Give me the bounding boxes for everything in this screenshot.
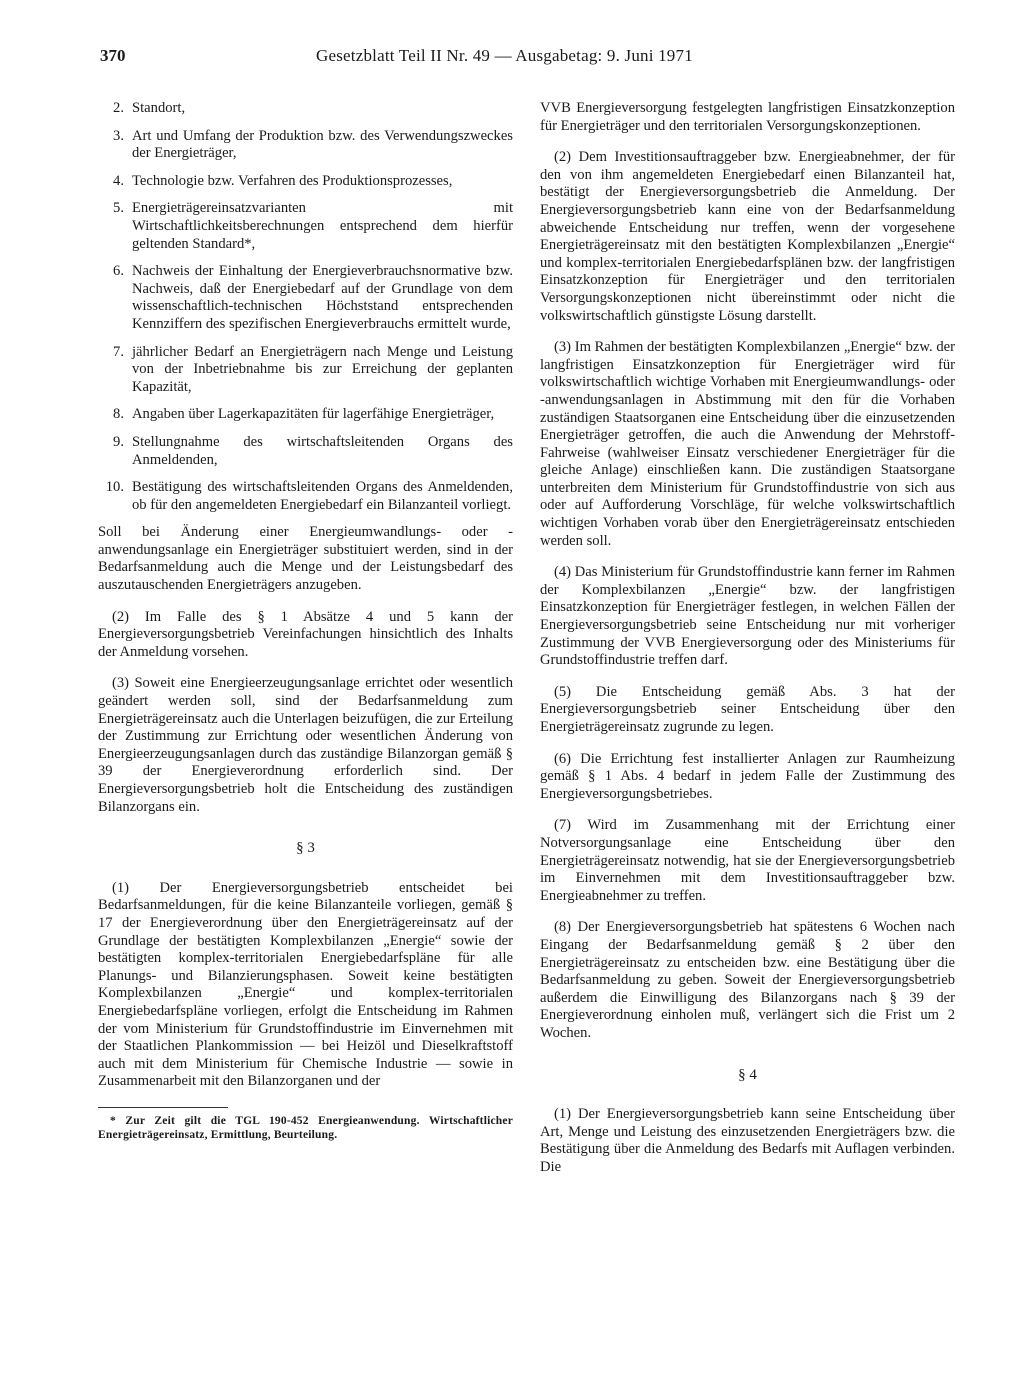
paragraph-substitution: Soll bei Änderung einer Energieumwandlungs- oder -anwendungsanlage ein Energieträger substituiert werden, sind in der Bedarfsanmeldung auch die Menge und der Leistungsbedarf des auszutauschenden Energieträgers anzugeben.: [98, 524, 513, 594]
paragraph-8: (8) Der Energieversorgungsbetrieb hat spätestens 6 Wochen nach Eingang der Bedarfsanmeldung gemäß § 2 über den Energieträgereinsatz zu entscheiden bzw. eine Bestätigung über die Bedarfsanmeldung zu geben. Soweit der Energieversorgungsbetrieb außerdem die Einwilligung des Bilanzorgans nach § 39 der Energieverordnung einholen muß, verlängert sich die Frist um 2 Wochen.: [540, 919, 955, 1041]
paragraph-3: (3) Im Rahmen der bestätigten Komplexbilanzen „Energie“ bzw. der langfristigen Einsatzkonzeption für Energieträger wird für volkswirtschaftlich wichtige Vorhaben mit Energieumwandlungs- oder -anwendungsanlagen in Abstimmung mit den für die Vorhaben zuständigen Staatsorganen eine Entscheidung über die einzusetzenden Energieträger getroffen, die auch die Anwendung der Mehrstoff-Fahrweise (wahlweiser Einsatz verschiedener Energieträger für die gleiche Anlage) einschließen kann. Die zuständigen Staatsorgane unterbreiten dem Ministerium für Grundstoffindustrie von sich aus oder auf Aufforderung Vorschläge, für welche volkswirtschaftlich wichtigen Vorhaben vorab über den Energieträgereinsatz entschieden werden soll.: [540, 339, 955, 549]
paragraph-2: (2) Dem Investitionsauftraggeber bzw. Energieabnehmer, der für den von ihm angemeldeten Energiebedarf einen Bilanzanteil hat, bestätigt der Energieversorgungsbetrieb die Anmeldung. Der Energieversorgungsbetrieb kann eine von der Bedarfsanmeldung abweichende Entscheidung nur treffen, wenn der vorgesehene Energieträgereinsatz mit den bestätigten Komplexbilanzen „Energie“ und komplex-territorialen Energiebedarfsplänen bzw. der langfristigen Einsatzkonzeption für Energieträger und den territorialen Versorgungskonzeptionen nicht übereinstimmt oder nicht die volkswirtschaftlich günstigste Lösung darstellt.: [540, 149, 955, 324]
paragraph-4: (4) Das Ministerium für Grundstoffindustrie kann ferner im Rahmen der Komplexbilanzen „Energie“ bzw. der langfristigen Einsatzkonzeption für Energieträger festlegen, in welchen Fällen der Energieversorgungsbetrieb seine Entscheidung nur mit vorheriger Zustimmung der VVB Energieversorgung oder des Ministeriums für Grundstoffindustrie treffen darf.: [540, 564, 955, 669]
list-item: 2. Standort,: [113, 100, 186, 116]
section-heading-3: § 3: [296, 840, 315, 857]
running-head: Gesetzblatt Teil II Nr. 49 — Ausgabetag: 9. Juni 1971: [316, 46, 693, 65]
paragraph-3: (3) Soweit eine Energieerzeugungsanlage errichtet oder wesentlich geändert werden soll, sind der Bedarfsanmeldung zum Energieträgereinsatz auch die Unterlagen beizufügen, die zur Erteilung der Zustimmung zur Errichtung oder wesentlichen Änderung von Energieerzeugungsanlagen durch das zuständige Bilanzorgan gemäß § 39 der Energieverordnung erforderlich sind. Der Energieversorgungsbetrieb holt die Entscheidung des zuständigen Bilanzorgans ein.: [98, 675, 513, 815]
paragraph-continuation: VVB Energieversorgung festgelegten langfristigen Einsatzkonzeption für Energieträger und den territorialen Versorgungskonzeptionen.: [540, 100, 955, 134]
list-item: 8. Angaben über Lagerkapazitäten für lagerfähige Energieträger,: [113, 406, 495, 423]
paragraph-7: (7) Wird im Zusammenhang mit der Errichtung einer Notversorgungsanlage eine Entscheidung über den Energieträgereinsatz notwendig, hat sie der Energieversorgungsbetrieb im Einvernehmen mit dem Investitionsauftraggeber bzw. Energieabnehmer zu treffen.: [540, 817, 955, 904]
left-column: [98, 100, 513, 1142]
list-item: 3. Art und Umfang der Produktion bzw. des Verwendungszweckes der Energieträger,: [113, 127, 513, 162]
list-item: 9. Stellungnahme des wirtschaftsleitenden Organs des Anmeldenden,: [113, 433, 513, 468]
list-item: 6. Nachweis der Einhaltung der Energieverbrauchsnormative bzw. Nachweis, daß der Energiebedarf auf der Grundlage von dem wissenschaftlich-technischen Höchststand entsprechenden Kennziffern des spezifischen Energieverbrauchs ermittelt wurde,: [113, 263, 513, 332]
page-header: [100, 46, 960, 76]
footnote: * Zur Zeit gilt die TGL 190-452 Energieanwendung. Wirtschaftlicher Energieträgereinsatz, Ermittlung, Beurteilung.: [98, 1114, 513, 1141]
list-item: 10. Bestätigung des wirtschaftsleitenden Organs des Anmeldenden, ob für den angemeldeten Energiebedarf ein Bilanzanteil vorliegt.: [105, 479, 513, 513]
section-heading-4: § 4: [738, 1066, 757, 1083]
paragraph-6: (6) Die Errichtung fest installierter Anlagen zur Raumheizung gemäß § 1 Abs. 4 bedarf in jedem Falle der Zustimmung des Energieversorgungsbetriebes.: [540, 750, 955, 802]
list-item: 7. jährlicher Bedarf an Energieträgern nach Menge und Leistung von der Inbetriebnahme bis zur Erreichung der geplanten Kapazität,: [113, 343, 513, 395]
right-column: [540, 100, 955, 1190]
paragraph-2: (2) Im Falle des § 1 Absätze 4 und 5 kann der Energieversorgungsbetrieb Vereinfachungen hinsichtlich des Inhalts der Anmeldung vorsehen.: [98, 608, 513, 660]
footnote-rule: [98, 1107, 228, 1108]
list-item: 5. Energieträgereinsatzvarianten mit Wirtschaftlichkeitsberechnungen entsprechend dem hierfür geltenden Standard*,: [113, 200, 513, 252]
section3-paragraph-1: (1) Der Energieversorgungsbetrieb entscheidet bei Bedarfsanmeldungen, für die keine Bilanzanteile vorliegen, gemäß § 17 der Energieverordnung über den Energieträgereinsatz auf der Grundlage der bestätigten Komplexbilanzen „Energie“ sowie der bestätigten komplex-territorialen Energiebedarfspläne für alle Planungs- und Bilanzierungsphasen. Soweit keine bestätigten Komplexbilanzen „Energie“ und komplex-territorialen Energiebedarfspläne vorliegen, erfolgt die Entscheidung im Rahmen der vom Ministerium für Grundstoffindustrie im Einvernehmen mit der Staatlichen Plankommission — bei Heizöl und Dieselkraftstoff auch mit dem Ministerium für Chemische Industrie — sowie in Zusammenarbeit mit den Bilanzorganen und der: [98, 879, 513, 1090]
section4-paragraph-1: (1) Der Energieversorgungsbetrieb kann seine Entscheidung über Art, Menge und Leistung des einzusetzenden Energieträgers bzw. die Bestätigung über die Anmeldung des Bedarfs mit Auflagen verbinden. Die: [540, 1106, 955, 1175]
paragraph-5: (5) Die Entscheidung gemäß Abs. 3 hat der Energieversorgungsbetrieb seiner Entscheidung über den Energieträgereinsatz zugrunde zu legen.: [540, 683, 955, 735]
list-item: 4. Technologie bzw. Verfahren des Produktionsprozesses,: [113, 172, 453, 189]
page-number: 370: [100, 46, 126, 65]
